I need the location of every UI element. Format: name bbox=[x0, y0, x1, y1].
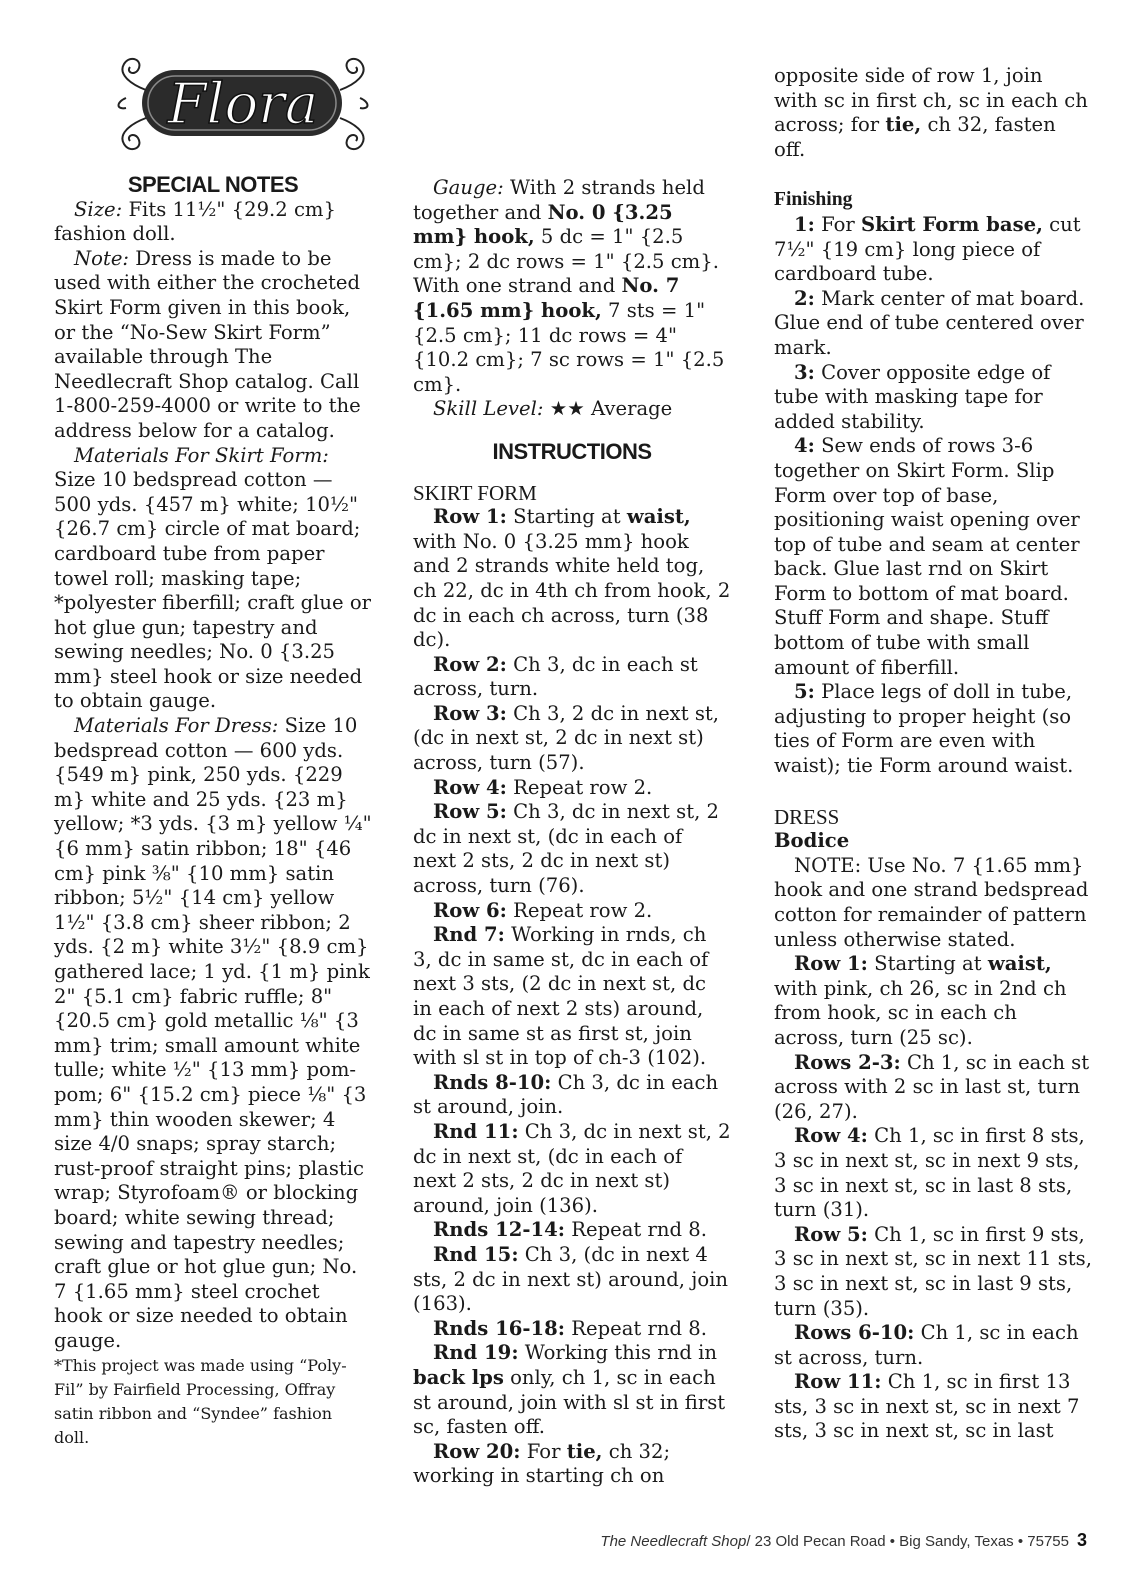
skirt-rnd-15 bbox=[413, 1243, 731, 1317]
row-label: Rnds 16-18: bbox=[433, 1316, 565, 1340]
row-label: Row 11: bbox=[794, 1370, 882, 1394]
skirt-rnd-7 bbox=[413, 923, 731, 1071]
bodice-note bbox=[774, 854, 1092, 952]
bodice-rows-2-3 bbox=[774, 1051, 1092, 1125]
dress-heading: DRESS bbox=[774, 804, 840, 829]
row-label: Rnds 8-10: bbox=[433, 1070, 552, 1094]
title-banner bbox=[112, 40, 374, 158]
finishing-heading: Finishing bbox=[774, 189, 853, 211]
gauge-hook-0: No. 0 {3.25 mm} hook, bbox=[413, 200, 673, 249]
materials-skirt-label: Materials For Skirt Form: bbox=[74, 443, 329, 467]
bodice-row-4 bbox=[774, 1124, 1092, 1222]
step-label: 5: bbox=[794, 680, 815, 704]
bodice-row-1 bbox=[774, 952, 1092, 1050]
instructions-heading: INSTRUCTIONS bbox=[492, 438, 652, 464]
row-text: Ch 1, sc in each st across, turn. bbox=[774, 1321, 1079, 1369]
row-label: Row 1: bbox=[433, 505, 507, 529]
row-label: Row 1: bbox=[794, 952, 868, 976]
scroll-ornament-left-icon bbox=[119, 59, 147, 149]
row-text: Repeat row 2. bbox=[513, 775, 653, 799]
footer-shop: The Needlecraft Shop bbox=[600, 1533, 747, 1550]
skirt-form-heading: SKIRT FORM bbox=[413, 480, 537, 505]
skirt-row-4 bbox=[413, 776, 731, 801]
gauge-text-c: 7 sts = 1" {2.5 cm}; 11 dc rows = 4" {10.2 cm}; 7 sc rows = 1" {2.5 cm}. bbox=[413, 298, 725, 396]
step-text: Mark center of mat board. Glue end of tube centered over mark. bbox=[774, 286, 1085, 359]
row-text: Ch 3, dc in next st, 2 dc in next st, (dc in each of next 2 sts, 2 dc in next st) across, turn (76). bbox=[413, 800, 719, 898]
note-label: Note: bbox=[74, 246, 130, 270]
skirt-row-5 bbox=[413, 800, 731, 898]
title-text: Flora bbox=[167, 72, 319, 137]
row-label: Row 4: bbox=[433, 775, 507, 799]
size-paragraph bbox=[54, 198, 372, 247]
gauge-label: Gauge: bbox=[433, 176, 504, 199]
step-text: Place legs of doll in tube, adjusting to proper height (so ties of Form are even with waist); tie Form around waist. bbox=[774, 680, 1074, 778]
row-text: Ch 3, dc in each st around, join. bbox=[413, 1070, 719, 1119]
finishing-step-3 bbox=[774, 361, 1092, 435]
skill-level bbox=[413, 397, 731, 422]
materials-footnote: *This project was made using “Poly-Fil” by Fairfield Processing, Offray satin ribbon and “Syndee” fashion doll. bbox=[54, 1355, 347, 1447]
skirt-rnds-12-14 bbox=[413, 1218, 731, 1243]
row-label: Row 6: bbox=[433, 898, 507, 922]
column-instructions bbox=[413, 176, 731, 1489]
gauge-hook-7: No. 7 {1.65 mm} hook, bbox=[413, 274, 680, 322]
step-label: 3: bbox=[794, 360, 815, 384]
row-text: For bbox=[526, 1439, 561, 1463]
row-text: with No. 0 {3.25 mm} hook and 2 strands white held tog, ch 22, dc in 4th ch from hook, 2 dc in each ch across, turn (38 dc). bbox=[413, 529, 731, 652]
row-text: Ch 3, dc in each st across, turn. bbox=[413, 652, 698, 701]
row-text: ch 32, fasten off. bbox=[774, 113, 1056, 161]
row-text: Working this rnd in bbox=[524, 1341, 717, 1365]
row-bold: tie, bbox=[885, 113, 922, 137]
materials-dress-text: Size 10 bedspread cotton — 600 yds. {549 m} pink, 250 yds. {229 m} white and 25 yds. {23 m} yellow; *3 yds. {3 m} yellow ¼" {6 mm} satin ribbon; 18" {46 cm} pink ⅜" {10 mm} satin ribbon; 5½" {14 cm} yellow 1½" {3.8 cm} sheer ribbon; 2 yds. {2 m} white 3½" {8.9 cm} gathered lace; 1 yd. {1 m} pink 2" {5.1 cm} fabric ruffle; 8" {20.5 cm} gold metallic ⅛" {3 mm} trim; small amount white tulle; white ½" {13 mm} pom-pom; 6" {15.2 cm} piece ⅛" {3 mm} thin wooden skewer; 4 size 4/0 snaps; spray starch; rust-proof straight pins; plastic wrap; Styrofoam® or blocking board; white sewing thread; sewing and tapestry needles; craft glue or hot glue gun; No. 7 {1.65 mm} steel crochet hook or size needed to obtain gauge. bbox=[54, 714, 372, 1352]
row-text: Ch 1, sc in first 8 sts, 3 sc in next st, sc in next 9 sts, 3 sc in next st, sc in last 8 sts, turn (31). bbox=[774, 1124, 1085, 1222]
note-text: Dress is made to be used with either the crocheted Skirt Form given in this book, or the “No-Sew Skirt Form” available through The Needlecraft Shop catalog. Call 1-800-259-4000 or write to the address below for a catalog. bbox=[54, 246, 361, 442]
row-text: opposite side of row 1, join with sc in first ch, sc in each ch across; for bbox=[774, 64, 1088, 137]
row-bold: waist, bbox=[987, 952, 1052, 976]
materials-skirt-paragraph bbox=[54, 444, 372, 715]
row-text: Starting at bbox=[874, 952, 982, 976]
special-notes-heading: SPECIAL NOTES bbox=[127, 172, 299, 197]
step-label: 4: bbox=[794, 434, 815, 458]
gauge-text-a: With 2 strands held together and bbox=[413, 176, 705, 224]
row-label: Rnds 12-14: bbox=[433, 1218, 565, 1242]
skirt-row-6 bbox=[413, 899, 731, 924]
materials-dress-label: Materials For Dress: bbox=[74, 714, 279, 738]
note-label: NOTE: bbox=[794, 853, 862, 877]
row-label: Row 5: bbox=[794, 1222, 868, 1246]
skirt-rnds-16-18 bbox=[413, 1317, 731, 1342]
row-text: Working in rnds, ch 3, dc in same st, dc in each of next 3 sts, (2 dc in next st, dc in each of next 2 sts) around, dc in same st as first st, join with sl st in top of ch-3 (102). bbox=[413, 923, 709, 1070]
row-20-continued bbox=[774, 64, 1092, 162]
row-bold: tie, bbox=[566, 1439, 603, 1463]
row-text: Ch 3, dc in next st, 2 dc in next st, (dc in each of next 2 sts, 2 dc in next st) around, join (136). bbox=[413, 1119, 731, 1217]
row-text: Ch 1, sc in each st across with 2 sc in last st, turn (26, 27). bbox=[774, 1050, 1090, 1123]
bodice-row-11 bbox=[774, 1370, 1092, 1444]
step-text: Cover opposite edge of tube with masking tape for added stability. bbox=[774, 360, 1051, 433]
finishing-step-2 bbox=[774, 287, 1092, 361]
row-label: Rnd 19: bbox=[433, 1341, 519, 1365]
row-label: Rnd 15: bbox=[433, 1242, 519, 1266]
step-text: Sew ends of rows 3-6 together on Skirt Form. Slip Form over top of base, positioning waist opening over top of tube and seam at center back. Glue last rnd on Skirt Form to bottom of mat board. Stuff Form and shape. Stuff bottom of tube with small amount of fiberfill. bbox=[774, 434, 1080, 679]
note-text: Use No. 7 {1.65 mm} hook and one strand bedspread cotton for remainder of pattern unless otherwise stated. bbox=[774, 853, 1089, 951]
row-label: Rnd 7: bbox=[433, 923, 505, 947]
row-text: Repeat rnd 8. bbox=[571, 1316, 707, 1340]
size-text: Fits 11½" {29.2 cm} fashion doll. bbox=[54, 197, 336, 246]
skirt-row-2 bbox=[413, 653, 731, 702]
row-label: Row 5: bbox=[433, 800, 507, 824]
row-text: Ch 3, (dc in next 4 sts, 2 dc in next st) around, join (163). bbox=[413, 1242, 729, 1316]
page-number: 3 bbox=[1076, 1530, 1087, 1550]
gauge-paragraph bbox=[413, 176, 731, 397]
skill-label: Skill Level: bbox=[433, 397, 544, 421]
row-bold: back lps bbox=[413, 1365, 504, 1389]
step-label: 2: bbox=[794, 286, 815, 310]
scroll-ornament-right-icon bbox=[340, 59, 368, 149]
gauge-text-b: 5 dc = 1" {2.5 cm}; 2 dc rows = 1" {2.5 cm}. With one strand and bbox=[413, 225, 719, 298]
note-paragraph bbox=[54, 247, 372, 444]
bodice-heading: Bodice bbox=[774, 829, 850, 853]
column-finishing-dress bbox=[774, 64, 1092, 1444]
row-text: Ch 1, sc in first 13 sts, 3 sc in next st, sc in next 7 sts, 3 sc in next st, sc in last bbox=[774, 1370, 1080, 1443]
row-label: Rows 6-10: bbox=[794, 1321, 915, 1345]
row-text: with pink, ch 26, sc in 2nd ch from hook, sc in each ch across, turn (25 sc). bbox=[774, 976, 1067, 1049]
finishing-step-5 bbox=[774, 680, 1092, 778]
bodice-rows-6-10 bbox=[774, 1321, 1092, 1370]
row-text: Repeat row 2. bbox=[513, 898, 653, 922]
row-text: Ch 1, sc in first 9 sts, 3 sc in next st, sc in next 11 sts, 3 sc in next st, sc in last 9 sts, turn (35). bbox=[774, 1222, 1092, 1320]
skirt-rnd-11 bbox=[413, 1120, 731, 1218]
step-bold: Skirt Form base, bbox=[861, 212, 1043, 236]
row-label: Row 20: bbox=[433, 1439, 521, 1463]
row-label: Row 4: bbox=[794, 1124, 868, 1148]
step-text: For bbox=[821, 212, 855, 236]
finishing-step-4 bbox=[774, 434, 1092, 680]
skirt-row-20 bbox=[413, 1440, 731, 1489]
row-text: only, ch 1, sc in each st around, join with sl st in first sc, fasten off. bbox=[413, 1365, 726, 1439]
skirt-rnd-19 bbox=[413, 1341, 731, 1439]
page-footer bbox=[600, 1530, 1087, 1551]
column-special-notes bbox=[54, 173, 372, 1450]
bodice-row-5 bbox=[774, 1223, 1092, 1321]
row-text: Repeat rnd 8. bbox=[571, 1218, 707, 1242]
row-bold: waist, bbox=[626, 505, 691, 529]
row-label: Rnd 11: bbox=[433, 1119, 519, 1143]
skirt-row-3 bbox=[413, 702, 731, 776]
row-text: Ch 3, 2 dc in next st, (dc in next st, 2 dc in next st) across, turn (57). bbox=[413, 701, 719, 775]
row-label: Row 2: bbox=[433, 652, 507, 676]
materials-skirt-text: Size 10 bedspread cotton — 500 yds. {457 m} white; 10½" {26.7 cm} circle of mat board; cardboard tube from paper towel roll; masking tape; *polyester fiberfill; craft glue or hot glue gun; tapestry and sewing needles; No. 0 {3.25 mm} steel hook or size needed to obtain gauge. bbox=[54, 468, 371, 713]
row-text: ch 32; working in starting ch on bbox=[413, 1439, 671, 1488]
skirt-row-1 bbox=[413, 505, 731, 653]
row-label: Row 3: bbox=[433, 701, 507, 725]
materials-dress-paragraph bbox=[54, 714, 372, 1353]
step-text: cut 7½" {19 cm} long piece of cardboard tube. bbox=[774, 212, 1081, 286]
size-label: Size: bbox=[74, 197, 123, 221]
skirt-rnds-8-10 bbox=[413, 1071, 731, 1120]
step-label: 1: bbox=[794, 212, 815, 236]
row-label: Rows 2-3: bbox=[794, 1050, 901, 1074]
footer-address: / 23 Old Pecan Road • Big Sandy, Texas • 75755 bbox=[746, 1533, 1069, 1550]
skill-value: ★★ Average bbox=[549, 397, 673, 421]
finishing-step-1 bbox=[774, 213, 1092, 287]
row-text: Starting at bbox=[513, 505, 621, 529]
